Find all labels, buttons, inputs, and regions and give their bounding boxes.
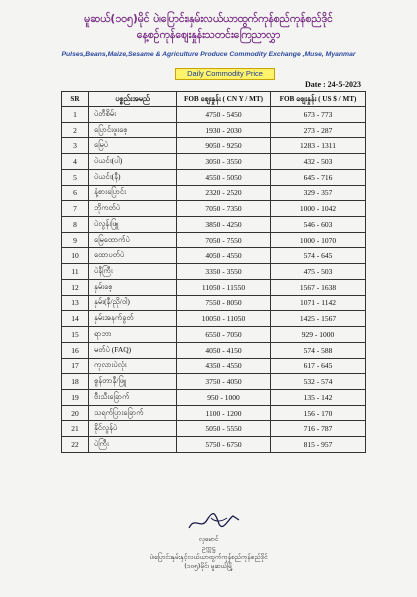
row-item-name: ကုလားပဲလုံး: [89, 358, 177, 374]
row-price-usd: 135 - 142: [271, 389, 366, 405]
row-sr: 1: [62, 107, 89, 123]
table-row: [62, 201, 366, 217]
row-price-cny: 1100 - 1200: [177, 405, 271, 421]
row-price-cny: 7050 - 7350: [177, 201, 271, 217]
row-item-name: စွန်တာနီ/ဖြူ: [89, 374, 177, 390]
table-row: [62, 327, 366, 343]
row-price-cny: 11050 - 11550: [177, 279, 271, 295]
row-sr: 5: [62, 169, 89, 185]
report-date: Date : 24-5-2023: [305, 80, 361, 89]
row-price-usd: 815 - 957: [271, 437, 366, 453]
row-price-usd: 673 - 773: [271, 107, 366, 123]
table-row: [62, 232, 366, 248]
row-price-usd: 1071 - 1142: [271, 295, 366, 311]
row-price-cny: 3350 - 3550: [177, 264, 271, 280]
row-price-usd: 432 - 503: [271, 154, 366, 170]
row-sr: 13: [62, 295, 89, 311]
row-item-name: ပဲလွန်းဖြူ: [89, 217, 177, 233]
row-item-name: မြေပဲ: [89, 138, 177, 154]
row-sr: 19: [62, 389, 89, 405]
bulletin-subtitle-myanmar: နေ့စဉ်ကုန်စျေးနှုန်းသတင်းကြေညာလွှာ: [136, 29, 281, 41]
row-price-cny: 4050 - 4150: [177, 342, 271, 358]
table-row: [62, 264, 366, 280]
row-price-usd: 1567 - 1638: [271, 279, 366, 295]
row-price-usd: 532 - 574: [271, 374, 366, 390]
daily-commodity-price-badge: Daily Commodity Price: [175, 68, 275, 80]
table-row: [62, 122, 366, 138]
row-price-usd: 574 - 588: [271, 342, 366, 358]
row-item-name: ဗီးသီးခြောက်: [89, 389, 177, 405]
row-item-name: မတ်ပဲ (FAQ): [89, 342, 177, 358]
row-price-cny: 10050 - 11050: [177, 311, 271, 327]
table-row: [62, 405, 366, 421]
row-price-cny: 5750 - 6750: [177, 437, 271, 453]
table-row: [62, 279, 366, 295]
row-sr: 16: [62, 342, 89, 358]
organization-name: ပဲ၊ပြောင်း၊နှမ်းနှင့်လယ်ယာထွက်ကုန်စည်ကုန်စည်ဒိုင်: [149, 553, 268, 561]
row-price-cny: 6550 - 7050: [177, 327, 271, 343]
row-item-name: ပဲယင်း(နီ): [89, 169, 177, 185]
table-row: [62, 389, 366, 405]
row-item-name: နံ့စားပြောင်း: [89, 185, 177, 201]
row-sr: 2: [62, 122, 89, 138]
table-row: [62, 295, 366, 311]
row-item-name: နှမ်းအနက်ခွတ်: [89, 311, 177, 327]
row-item-name: ဘိုကတ်ပဲ: [89, 201, 177, 217]
row-price-usd: 929 - 1000: [271, 327, 366, 343]
row-sr: 11: [62, 264, 89, 280]
row-price-cny: 3050 - 3550: [177, 154, 271, 170]
row-price-cny: 5050 - 5550: [177, 421, 271, 437]
row-sr: 20: [62, 405, 89, 421]
row-sr: 4: [62, 154, 89, 170]
row-item-name: နိုင်လွန်ပဲ: [89, 421, 177, 437]
table-row: [62, 169, 366, 185]
organization-location: (၁၀၅)မိုင်၊ မူဆယ်မြို့: [184, 562, 233, 570]
row-price-usd: 475 - 503: [271, 264, 366, 280]
row-price-usd: 645 - 716: [271, 169, 366, 185]
row-sr: 7: [62, 201, 89, 217]
row-sr: 21: [62, 421, 89, 437]
row-price-usd: 1425 - 1567: [271, 311, 366, 327]
signatory-name: လှမောင်: [198, 535, 219, 543]
table-row: [62, 185, 366, 201]
row-price-cny: 1930 - 2030: [177, 122, 271, 138]
row-item-name: ပဲယင်း(ပါ): [89, 154, 177, 170]
table-row: [62, 374, 366, 390]
row-price-usd: 329 - 357: [271, 185, 366, 201]
table-row: [62, 311, 366, 327]
row-sr: 22: [62, 437, 89, 453]
row-price-cny: 7550 - 8050: [177, 295, 271, 311]
row-price-usd: 1000 - 1070: [271, 232, 366, 248]
chairman-signature: [185, 508, 245, 536]
row-item-name: နှမ်းစေ့: [89, 279, 177, 295]
row-price-usd: 574 - 645: [271, 248, 366, 264]
row-item-name: ပဲနီကြီး: [89, 264, 177, 280]
row-sr: 17: [62, 358, 89, 374]
row-item-name: ရာဘာ: [89, 327, 177, 343]
table-row: [62, 248, 366, 264]
row-price-usd: 546 - 603: [271, 217, 366, 233]
exchange-title-myanmar: မူဆယ်(၁၀၅)မိုင် ပဲ၊ပြောင်း၊နှမ်းလယ်ယာထွက်ကုန်စည်ကုန်စည်ဒိုင်: [84, 13, 333, 25]
row-price-cny: 950 - 1000: [177, 389, 271, 405]
row-sr: 18: [62, 374, 89, 390]
row-item-name: မြေထောက်ပဲ: [89, 232, 177, 248]
row-price-usd: 617 - 645: [271, 358, 366, 374]
table-row: [62, 421, 366, 437]
header-sr: SR: [62, 92, 89, 107]
row-price-cny: 3850 - 4250: [177, 217, 271, 233]
row-price-cny: 3750 - 4050: [177, 374, 271, 390]
row-item-name: ပဲတီစိမ်း: [89, 107, 177, 123]
row-sr: 6: [62, 185, 89, 201]
row-item-name: ပဲကြီး: [89, 437, 177, 453]
row-sr: 8: [62, 217, 89, 233]
row-item-name: ပြောင်းဖူးစေ့: [89, 122, 177, 138]
table-header-row: [62, 92, 366, 107]
row-sr: 14: [62, 311, 89, 327]
header-price-cny: FOB စျေးနှုန်း ( CN Y / MT): [177, 92, 271, 107]
table-row: [62, 138, 366, 154]
exchange-title-english: Pulses,Beans,Maize,Sesame & Agriculture Produce Commodity Exchange ,Muse, Myanmar: [61, 51, 356, 58]
row-item-name: ထောပတ်ပဲ: [89, 248, 177, 264]
row-item-name: နှမ်း(နီ/ညို/ဝါ): [89, 295, 177, 311]
row-price-cny: 4050 - 4550: [177, 248, 271, 264]
row-price-usd: 1283 - 1311: [271, 138, 366, 154]
row-price-usd: 1000 - 1042: [271, 201, 366, 217]
table-row: [62, 342, 366, 358]
row-price-cny: 4750 - 5450: [177, 107, 271, 123]
commodity-price-table: [61, 91, 366, 453]
row-item-name: သရက်ပြားခြောက်: [89, 405, 177, 421]
row-price-cny: 4350 - 4550: [177, 358, 271, 374]
header-price-usd: FOB စျေးနှုန်း ( US $ / MT): [271, 92, 366, 107]
row-price-cny: 7050 - 7550: [177, 232, 271, 248]
row-price-cny: 9050 - 9250: [177, 138, 271, 154]
table-row: [62, 437, 366, 453]
row-price-usd: 156 - 170: [271, 405, 366, 421]
row-sr: 9: [62, 232, 89, 248]
header-item: ပစ္စည်းအမည်: [89, 92, 177, 107]
row-sr: 15: [62, 327, 89, 343]
row-price-cny: 2320 - 2520: [177, 185, 271, 201]
row-price-cny: 4550 - 5050: [177, 169, 271, 185]
row-sr: 12: [62, 279, 89, 295]
row-price-usd: 273 - 287: [271, 122, 366, 138]
table-row: [62, 107, 366, 123]
signatory-title: ဥက္ကဋ္ဌ: [201, 544, 216, 552]
table-row: [62, 358, 366, 374]
row-sr: 3: [62, 138, 89, 154]
row-sr: 10: [62, 248, 89, 264]
table-row: [62, 217, 366, 233]
row-price-usd: 716 - 787: [271, 421, 366, 437]
table-row: [62, 154, 366, 170]
